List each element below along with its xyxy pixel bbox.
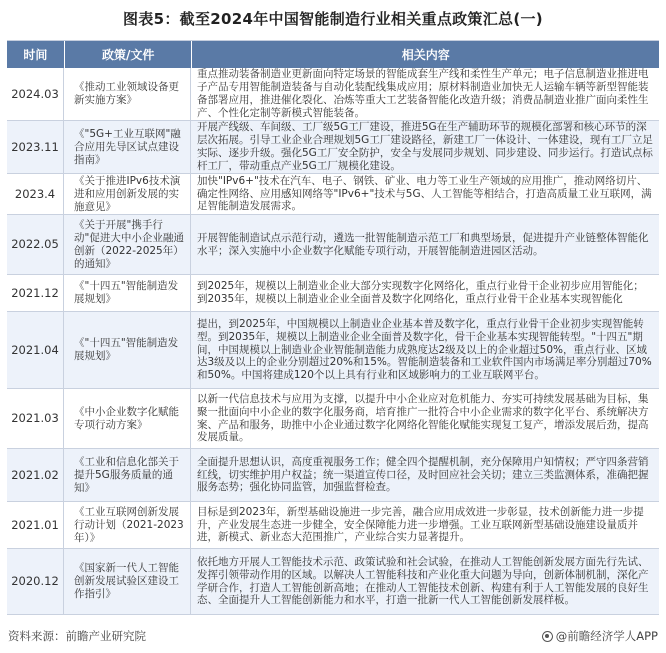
table-row xyxy=(7,121,659,174)
row-content: 提出，到2025年，中国规模以上制造业企业基本普及数字化，重点行业骨干企业初步实现智能转型。到2035年，规模以上制造业企业全面普及数字化，骨干企业基本实现智能转型。"十四五"期间，中国规模以上制造业企业智能制造能力成熟度达2级及以上的企业超过50%，重点行业、区域达3级及以上的企业分别超过20%和15%。智能制造装备和工业软件国内市场满足率分别超过70%和50%。中国将建成120个以上具有行业和区域影响力的工业互联网平台。 xyxy=(197,318,652,382)
brand-logo-icon xyxy=(542,631,553,642)
row-content: 目标是到2023年，新型基础设施进一步完善，融合应用成效进一步彰显，技术创新能力进一步提升，产业发展生态进一步健全，安全保障能力进一步增强。工业互联网新型基础设施建设量质并进，新模式、新业态大范围推广，产业综合实力显著提升。 xyxy=(197,505,644,544)
row-time: 2024.03 xyxy=(7,68,64,120)
table-row xyxy=(7,312,659,389)
row-policy: 《"5G+工业互联网"融合应用先导区试点建设指南》 xyxy=(64,121,191,173)
row-time: 2022.05 xyxy=(7,215,64,274)
row-time: 2023.11 xyxy=(7,121,64,173)
brand-name: @前瞻经济学人APP xyxy=(555,629,658,643)
table-body xyxy=(7,68,659,615)
source-note: 资料来源：前瞻产业研究院 xyxy=(8,629,146,643)
table-row xyxy=(7,275,659,312)
table-row xyxy=(7,502,659,549)
policy-table xyxy=(7,40,659,615)
row-time: 2021.02 xyxy=(7,449,64,501)
header-policy: 政策/文件 xyxy=(65,41,193,68)
row-policy: 《中小企业数字化赋能专项行动方案》 xyxy=(64,389,191,448)
row-content: 开展产线级、车间级、工厂级5G工厂建设，推进5G在生产辅助环节的规模化部署和核心环节的深层次拓展。引导工业企业合理规划5G工厂建设路径，新建工厂一体设计、一体建设，现有工厂立足实际、逐步升级。强化5G工厂安全防护，安全与发展同步规划、同步建设、同步运行。打造试点标杆工厂，带动重点产业5G工厂规模化建设。 xyxy=(197,121,653,172)
row-policy: 《推动工业领域设备更新实施方案》 xyxy=(64,68,191,120)
row-policy: 《"十四五"智能制造发展规划》 xyxy=(64,275,191,311)
row-time: 2023.4 xyxy=(7,174,64,214)
row-time: 2021.03 xyxy=(7,389,64,448)
row-policy: 《工业和信息化部关于提升5G服务质量的通知》 xyxy=(64,449,191,501)
row-time: 2021.01 xyxy=(7,502,64,548)
table-row xyxy=(7,215,659,275)
row-content: 到2025年，规模以上制造业企业大部分实现数字化网络化，重点行业骨干企业初步应用智能化；到2035年，规模以上制造业企业全面普及数字化网络化，重点行业骨干企业基本实现智能化 xyxy=(197,280,644,305)
footer xyxy=(8,626,658,646)
row-policy: 《关于开展"携手行动"促进大中小企业融通创新（2022-2025年）的通知》 xyxy=(64,215,191,274)
row-time: 2020.12 xyxy=(7,549,64,614)
brand xyxy=(542,628,658,644)
header-content: 相关内容 xyxy=(401,48,450,62)
row-content: 重点推动装备制造业更新面向特定场景的智能成套生产线和柔性生产单元；电子信息制造业推进电子产品专用智能制造装备与自动化装配线集成应用；原材料制造业加快无人运输车辆等新型智能装备部署应用，推进催化裂化、冶炼等重大工艺装备智能化改造升级；消费品制造业推广面向柔性生产、个性化定制等新模式智能装备。 xyxy=(197,68,649,119)
row-policy: 《关于推进IPv6技术演进和应用创新发展的实施意见》 xyxy=(64,174,191,214)
row-content: 全面提升思想认识，高度重视服务工作；健全四个提醒机制，充分保障用户知情权；严守四条营销红线，切实维护用户权益；统一渠道宣传口径，及时回应社会关切；建立三类监测体系，准确把握服务态势；强化协同监管，加强监督检查。 xyxy=(197,455,649,494)
row-content: 以新一代信息技术与应用为支撑，以提升中小企业应对危机能力、夯实可持续发展基础为目标，集聚一批面向中小企业的数字化服务商，培育推广一批符合中小企业需求的数字化平台、系统解决方案、产品和服务，助推中小企业通过数字化网络化智能化赋能实现复工复产，增添发展后劲，提高发展质量。 xyxy=(197,392,649,444)
page-title: 图表5：截至2024年中国智能制造行业相关重点政策汇总(一) xyxy=(123,10,543,28)
table-row xyxy=(7,389,659,449)
table-row xyxy=(7,68,659,121)
row-policy: 《"十四五"智能制造发展规划》 xyxy=(64,312,191,388)
row-policy: 《国家新一代人工智能创新发展试验区建设工作指引》 xyxy=(64,549,191,614)
row-content: 开展智能制造试点示范行动，遴选一批智能制造示范工厂和典型场景，促进提升产业链整体智能化水平；深入实施中小企业数字化赋能专项行动，开展智能制造进园区活动。 xyxy=(197,231,649,257)
row-content: 加快"IPv6+"技术在汽车、电子、钢铁、矿业、电力等工业生产领域的应用推广，推动网络切片、确定性网络、应用感知网络等"IPv6+"技术与5G、人工智能等相结合，打造高质量工业互联网，满足智能制造发展需求。 xyxy=(197,174,652,213)
table-row xyxy=(7,174,659,215)
row-time: 2021.12 xyxy=(7,275,64,311)
row-content: 依托地方开展人工智能技术示范、政策试验和社会试验，在推动人工智能创新发展方面先行先试、发挥引领带动作用的区域。以解决人工智能科技和产业化重大问题为导向，创新体制机制，深化产学研合作，打造人工智能创新高地；在推动人工智能技术创新、构建有利于人工智能发展的良好生态、全面提升人工智能创新能力和水平，打造一批新一代人工智能创新发展样板。 xyxy=(197,555,649,607)
table-header xyxy=(7,41,659,68)
header-time: 时间 xyxy=(7,41,65,68)
table-row xyxy=(7,449,659,502)
table-row xyxy=(7,549,659,615)
row-time: 2021.04 xyxy=(7,312,64,388)
row-policy: 《工业互联网创新发展行动计划（2021-2023年）》 xyxy=(64,502,191,548)
